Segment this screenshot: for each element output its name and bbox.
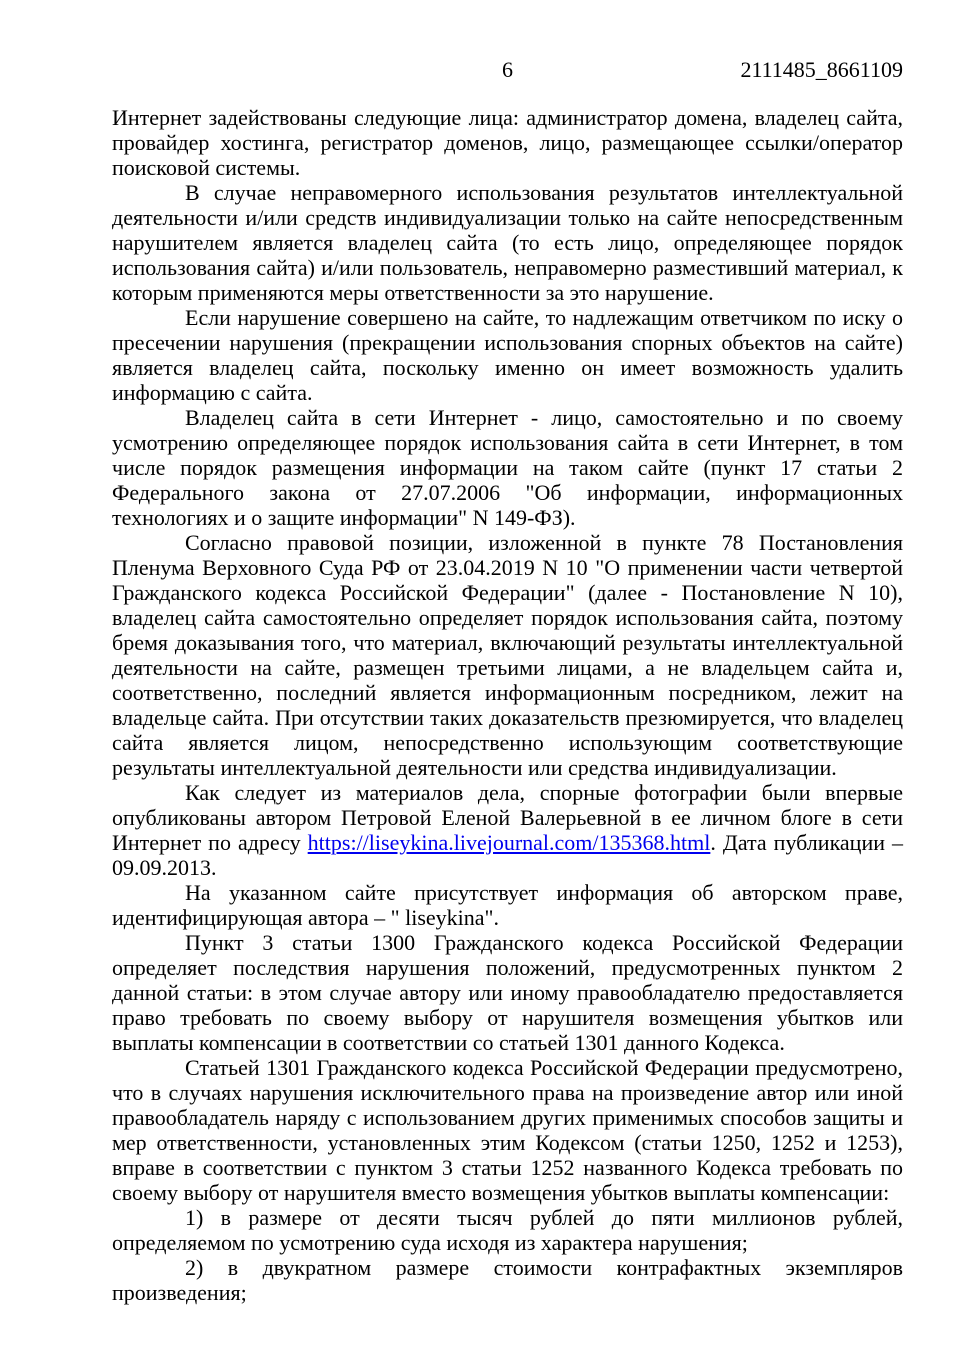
page-header xyxy=(112,57,903,82)
paragraph xyxy=(112,780,903,880)
paragraph: В случае неправомерного использования результатов интеллектуальной деятельности и/или средств индивидуализации только на сайте непосредственным нарушителем является владелец сайта (то есть лицо, определяющее порядок использования сайта) и/или пользователь, неправомерно разместивший материал, к которым применяются меры ответственности за это нарушение. xyxy=(112,180,903,305)
page-number: 6 xyxy=(502,57,513,82)
paragraph: 2) в двукратном размере стоимости контрафактных экземпляров произведения; xyxy=(112,1255,903,1305)
paragraph: Пункт 3 статьи 1300 Гражданского кодекса Российской Федерации определяет последствия нарушения положений, предусмотренных пунктом 2 данной статьи: в этом случае автору или иному правообладателю предоставляется право требовать по своему выбору от нарушителя возмещения убытков или выплаты компенсации в соответствии со статьей 1301 данного Кодекса. xyxy=(112,930,903,1055)
paragraph: 1) в размере от десяти тысяч рублей до пяти миллионов рублей, определяемом по усмотрению суда исходя из характера нарушения; xyxy=(112,1205,903,1255)
paragraph: На указанном сайте присутствует информация об авторском праве, идентифицирующая автора – " liseykina". xyxy=(112,880,903,930)
paragraph-text: Как следует из материалов дела, спорные фотографии были впервые опубликованы автором Петровой Еленой Валерьевной в ее личном блоге в сети Интернет по адресу xyxy=(112,780,903,855)
paragraph: Статьей 1301 Гражданского кодекса Российской Федерации предусмотрено, что в случаях нарушения исключительного права на произведение автор или иной правообладатель наряду с использованием других применимых способов защиты и мер ответственности, установленных этим Кодексом (статьи 1250, 1252 и 1253), вправе в соответствии с пунктом 3 статьи 1252 названного Кодекса требовать по своему выбору от нарушителя вместо возмещения убытков выплаты компенсации: xyxy=(112,1055,903,1205)
paragraph: Владелец сайта в сети Интернет - лицо, самостоятельно и по своему усмотрению определяющее порядок использования сайта в сети Интернет, в том числе порядок размещения информации на таком сайте (пункт 17 статьи 2 Федерального закона от 27.07.2006 "Об информации, информационных технологиях и о защите информации" N 149-ФЗ). xyxy=(112,405,903,530)
paragraph-text: . Дата публикации – 09.09.2013. xyxy=(112,830,903,880)
document-link[interactable]: https://liseykina.livejournal.com/135368.html xyxy=(307,830,711,855)
paragraph: Согласно правовой позиции, изложенной в пункте 78 Постановления Пленума Верховного Суда РФ от 23.04.2019 N 10 "О применении части четвертой Гражданского кодекса Российской Федерации" (далее - Постановление N 10), владелец сайта самостоятельно определяет порядок использования сайта, поэтому бремя доказывания того, что материал, включающий результаты интеллектуальной деятельности на сайте, размещен третьими лицами, а не владельцем сайта и, соответственно, последний является информационным посредником, лежит на владельце сайта. При отсутствии таких доказательств презюмируется, что владелец сайта является лицом, непосредственно использующим соответствующие результаты интеллектуальной деятельности или средства индивидуализации. xyxy=(112,530,903,780)
document-body xyxy=(112,105,903,1305)
document-id: 2111485_8661109 xyxy=(740,57,903,82)
paragraph: Если нарушение совершено на сайте, то надлежащим ответчиком по иску о пресечении нарушения (прекращении использования спорных объектов на сайте) является владелец сайта, поскольку именно он имеет возможность удалить информацию с сайта. xyxy=(112,305,903,405)
paragraph: Интернет задействованы следующие лица: администратор домена, владелец сайта, провайдер хостинга, регистратор доменов, лицо, размещающее ссылки/оператор поисковой системы. xyxy=(112,105,903,180)
